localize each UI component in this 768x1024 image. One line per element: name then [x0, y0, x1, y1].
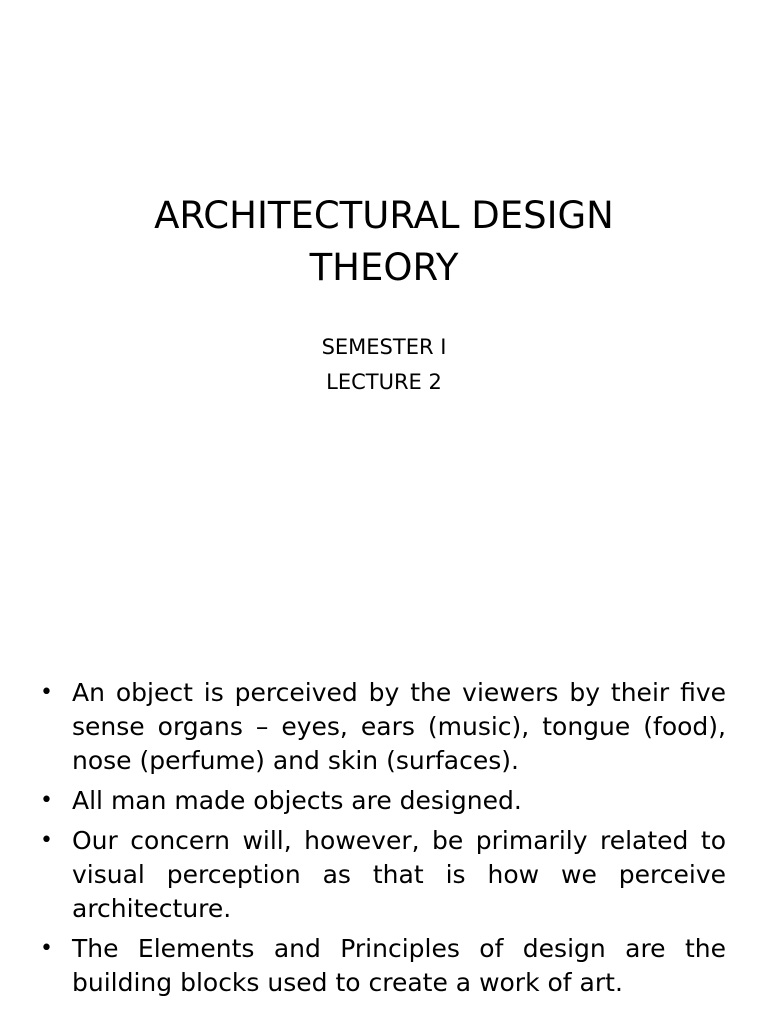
subtitle-block	[0, 330, 768, 400]
lecture-label: LECTURE 2	[326, 370, 442, 394]
slide-title-line-2: THEORY	[309, 246, 459, 289]
slide-title-line-1: ARCHITECTURAL DESIGN	[154, 194, 614, 237]
title-block	[0, 190, 768, 294]
semester-label: SEMESTER I	[321, 335, 447, 359]
bullet-icon: •	[40, 788, 53, 813]
bullet-icon: •	[40, 828, 53, 853]
bullet-text: Our concern will, however, be primarily related to visual perception as that is how we perceive architecture.	[72, 826, 726, 923]
list-item	[40, 676, 726, 778]
bullet-text: An object is perceived by the viewers by their five sense organs – eyes, ears (music), tongue (food), nose (perfume) and skin (surfaces).	[72, 678, 726, 775]
bullet-text: All man made objects are designed.	[72, 786, 522, 815]
slide-title	[0, 190, 768, 294]
list-item	[40, 824, 726, 926]
list-item	[40, 932, 726, 1000]
bullet-text: The Elements and Principles of design are the building blocks used to create a work of art.	[72, 934, 726, 997]
list-item	[40, 784, 726, 818]
bullet-list	[40, 676, 726, 1006]
bullet-icon: •	[40, 680, 53, 705]
bullet-icon: •	[40, 936, 53, 961]
